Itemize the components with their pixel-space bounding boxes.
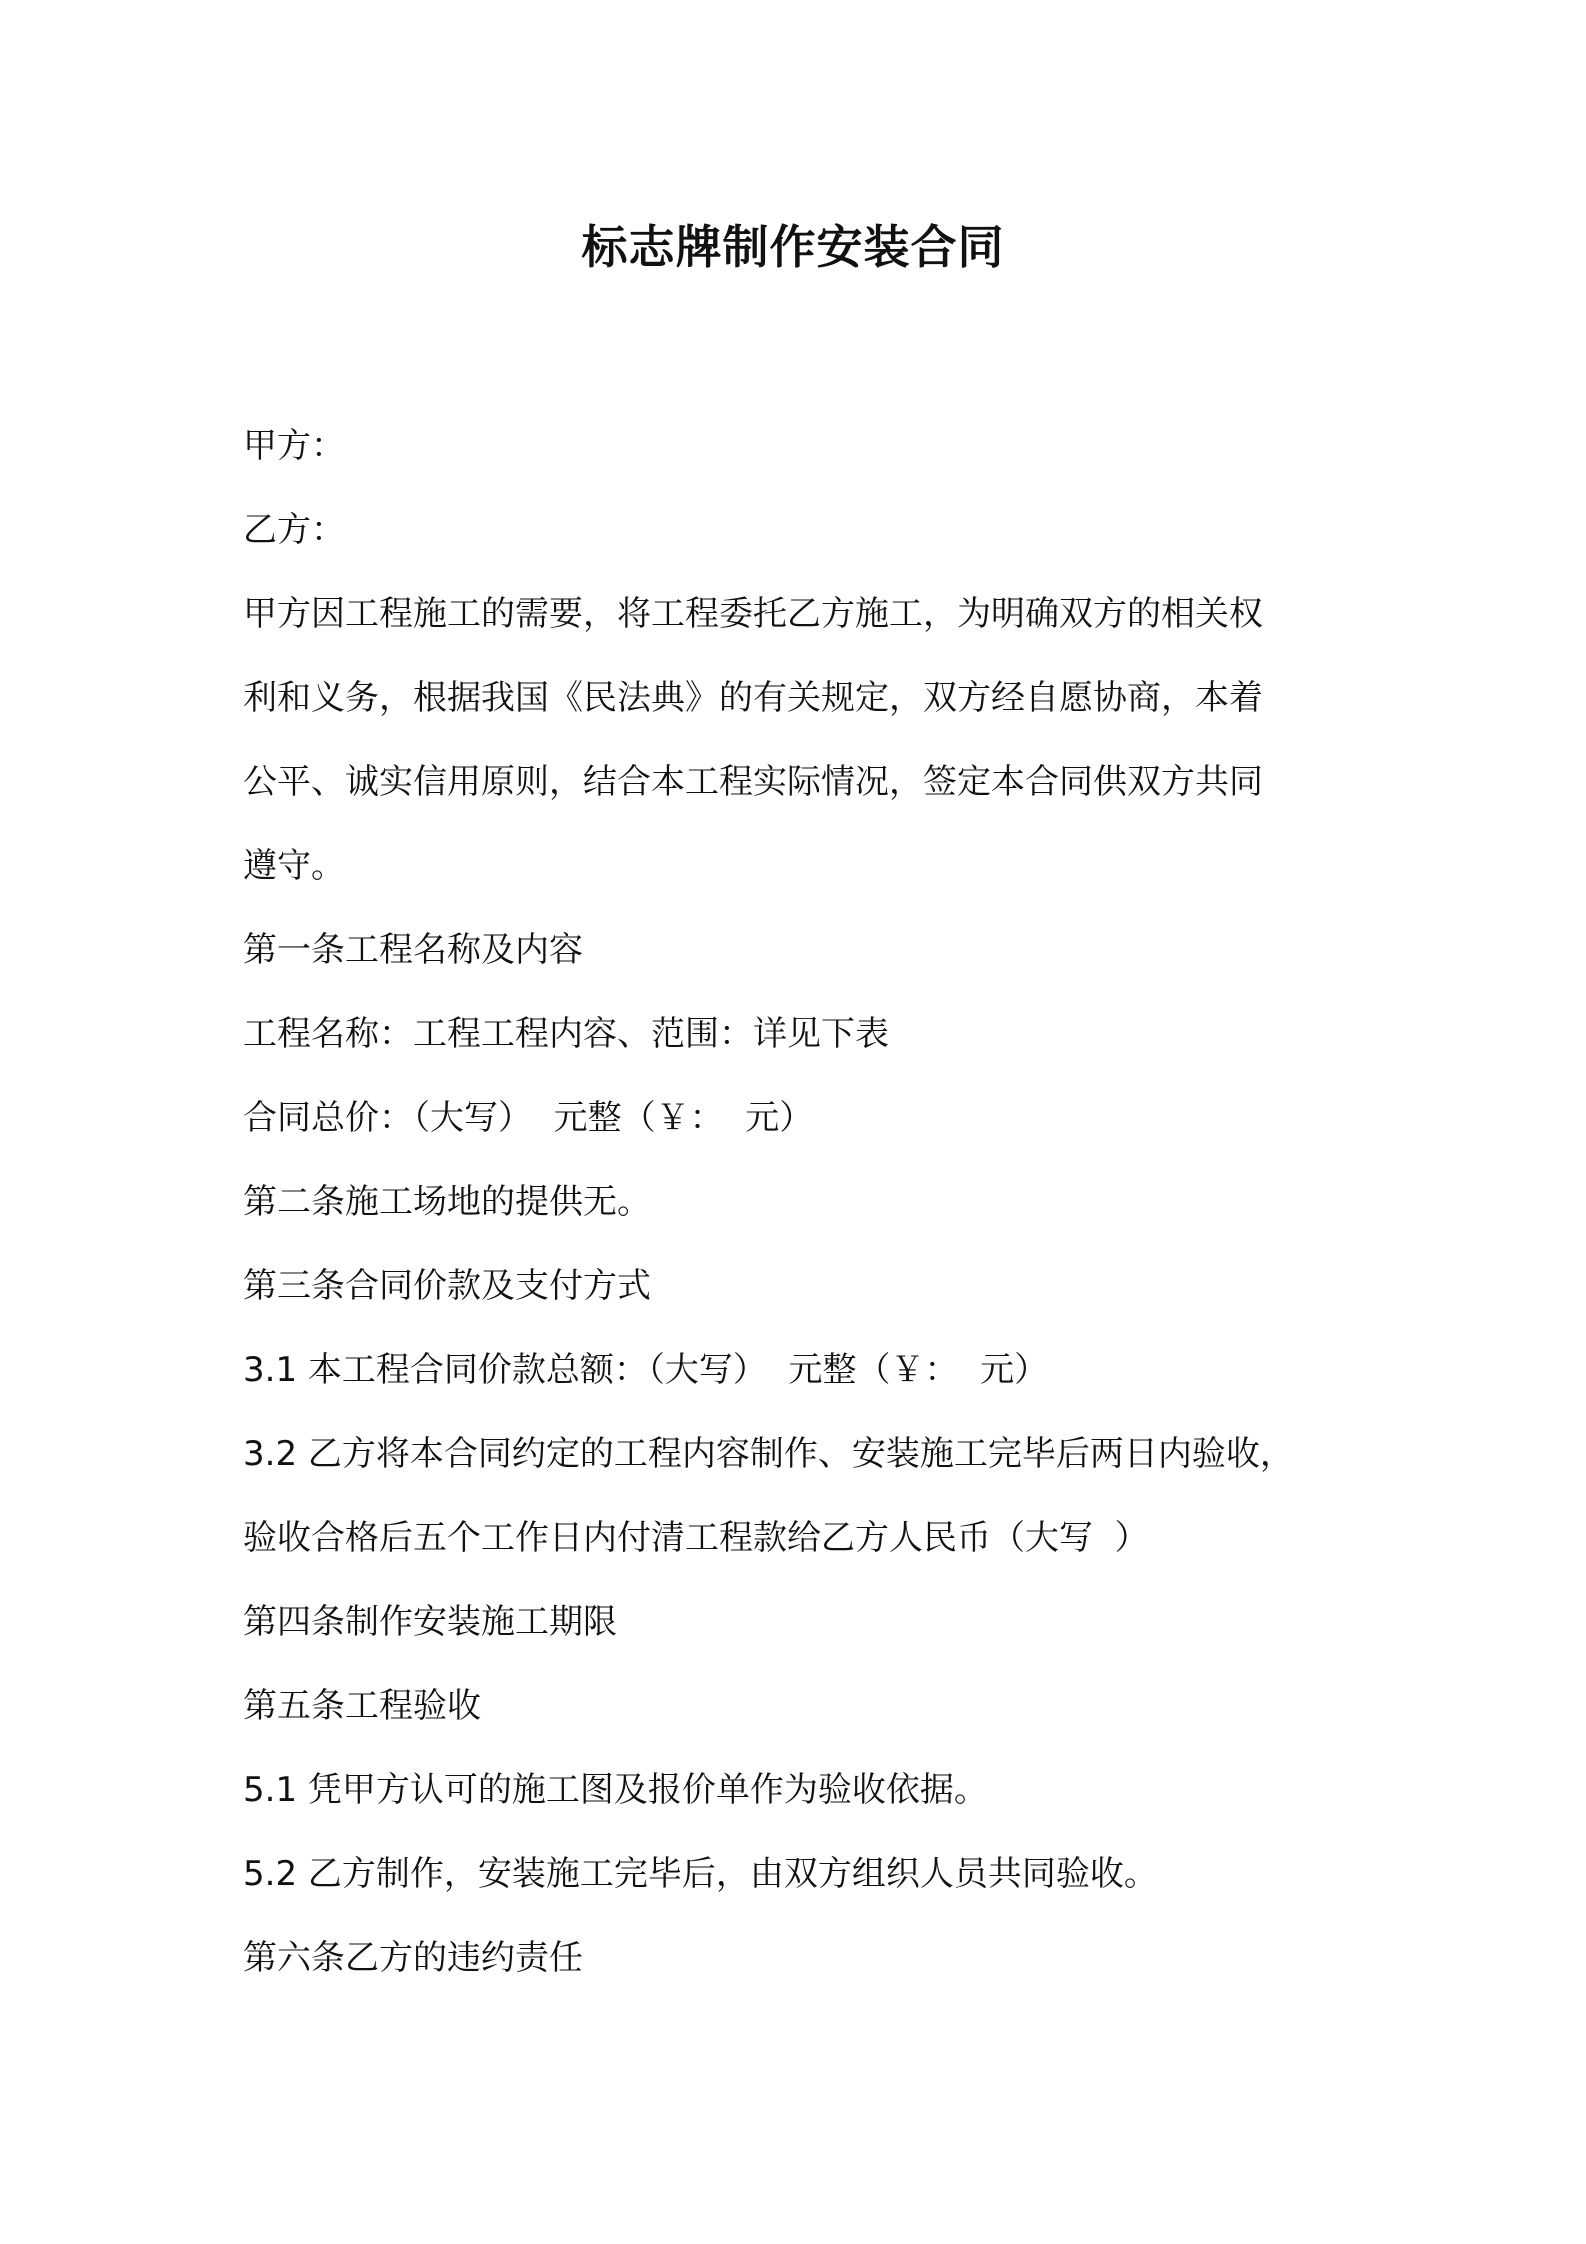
project-name-line: 工程名称：工程工程内容、范围：详见下表 (243, 1014, 889, 1054)
article-1-heading: 第一条工程名称及内容 (243, 930, 583, 970)
party-b-line: 乙方： (243, 510, 345, 550)
clause-3-2: 3.2 乙方将本合同约定的工程内容制作、安装施工完毕后两日内验收， (243, 1434, 1294, 1474)
preamble-line: 公平、诚实信用原则，结合本工程实际情况，签定本合同供双方共同 (243, 762, 1263, 802)
clause-3-2-continued: 验收合格后五个工作日内付清工程款给乙方人民币（大写 ） (243, 1518, 1149, 1558)
article-6-heading: 第六条乙方的违约责任 (243, 1938, 583, 1978)
preamble-line: 遵守。 (243, 846, 345, 886)
clause-3-1: 3.1 本工程合同价款总额：（大写） 元整（￥： 元） (243, 1350, 1049, 1390)
article-4-heading: 第四条制作安装施工期限 (243, 1602, 617, 1642)
article-5-heading: 第五条工程验收 (243, 1686, 481, 1726)
document-body (243, 404, 1363, 2000)
preamble-line: 利和义务，根据我国《民法典》的有关规定，双方经自愿协商，本着 (243, 678, 1263, 718)
clause-5-2: 5.2 乙方制作，安装施工完毕后，由双方组织人员共同验收。 (243, 1854, 1158, 1894)
preamble-line: 甲方因工程施工的需要，将工程委托乙方施工，为明确双方的相关权 (243, 594, 1263, 634)
document-title: 标志牌制作安装合同 (581, 220, 1005, 274)
article-2-heading: 第二条施工场地的提供无。 (243, 1182, 651, 1222)
total-price-line: 合同总价：（大写） 元整（￥： 元） (243, 1098, 814, 1138)
party-a-line: 甲方： (243, 426, 345, 466)
clause-5-1: 5.1 凭甲方认可的施工图及报价单作为验收依据。 (243, 1770, 988, 1810)
article-3-heading: 第三条合同价款及支付方式 (243, 1266, 651, 1306)
